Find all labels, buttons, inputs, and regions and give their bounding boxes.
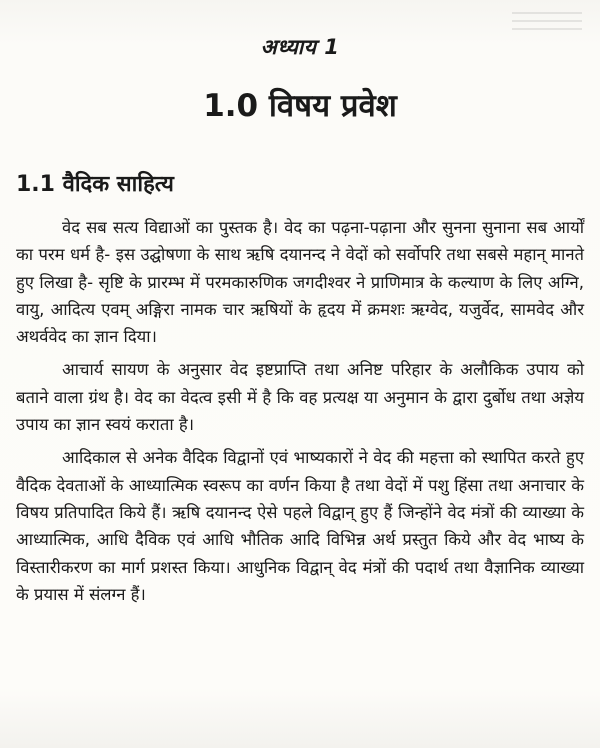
chapter-label: अध्याय 1: [260, 35, 340, 59]
page-title: 1.0 विषय प्रवेश: [203, 88, 397, 124]
paragraph: आचार्य सायण के अनुसार वेद इष्टप्राप्ति तथा अनिष्ट परिहार के अलौकिक उपाय को बताने वाला ग्रंथ है। वेद का वेदत्व इसी में है कि वह प्रत्यक्ष या अनुमान के द्वारा दुर्बोध तथा अज्ञेय उपाय का ज्ञान स्वयं कराता है।: [16, 360, 584, 435]
body-text: [16, 214, 584, 614]
section-heading: 1.1 वैदिक साहित्य: [16, 172, 174, 197]
paragraph: आदिकाल से अनेक वैदिक विद्वानों एवं भाष्यकारों ने वेद की महत्ता को स्थापित करते हुए वैदिक देवताओं के आध्यात्मिक स्वरूप का वर्णन किया है तथा वेदों में पशु हिंसा तथा अनाचार के विषय प्रतिपादित किये हैं। ऋषि दयानन्द ऐसे पहले विद्वान् हुए हैं जिन्होंने वेद मंत्रों की व्याख्या के आध्यात्मिक, आधि दैविक एवं आधि भौतिक आदि विभिन्न अर्थ प्रस्तुत किये और वेद भाष्य के विस्तारीकरण का मार्ग प्रशस्त किया। आधुनिक विद्वान् वेद मंत्रों की पदार्थ तथा वैज्ञानिक व्याख्या के प्रयास में संलग्न हैं।: [16, 448, 584, 604]
paragraph: वेद सब सत्य विद्याओं का पुस्तक है। वेद का पढ़ना-पढ़ाना और सुनना सुनाना सब आर्यों का परम धर्म है- इस उद्घोषणा के साथ ऋषि दयानन्द ने वेदों को सर्वोपरि तथा सबसे महान् मानते हुए लिखा है- सृष्टि के प्रारम्भ में परमकारुणिक जगदीश्वर ने प्राणिमात्र के कल्याण के लिए अग्नि, वायु, आदित्य एवम् अङ्गिरा नामक चार ऋषियों के हृदय में क्रमशः ऋग्वेद, यजुर्वेद, सामवेद और अथर्ववेद का ज्ञान दिया।: [16, 218, 585, 347]
